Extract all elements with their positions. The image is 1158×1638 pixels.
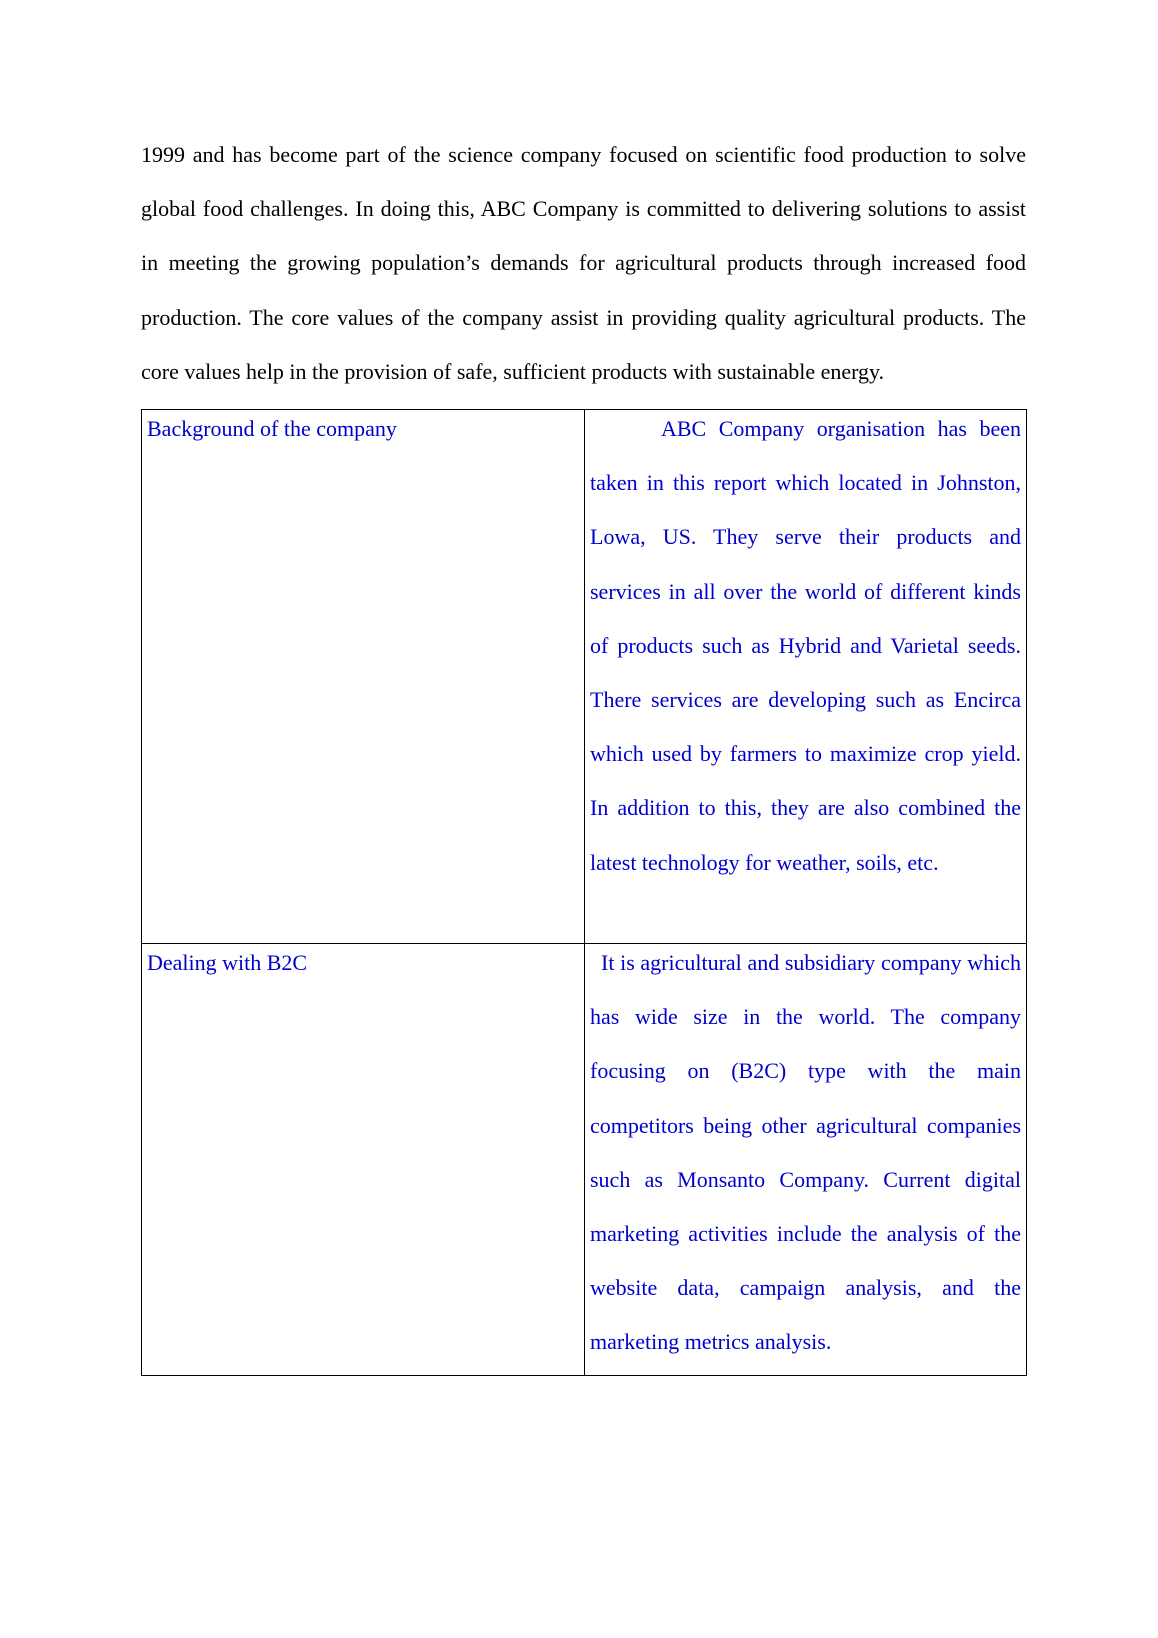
table-text-cell	[585, 410, 1027, 944]
table-row	[142, 944, 1027, 1376]
row-label-b2c: Dealing with B2C	[147, 950, 308, 976]
row-text-background: ABC Company organisation has been taken in this report which located in Johnston, Lowa, US. They serve their products and services in all over the world of different kinds of products such as Hybrid and Varietal seeds. There services are developing such as Encirca which used by farmers to maximize crop yield. In addition to this, they are also combined the latest technology for weather, soils, etc.	[590, 416, 1021, 875]
table-label-cell	[142, 410, 585, 944]
table-row	[142, 410, 1027, 944]
company-info-table	[141, 409, 1027, 1376]
table-text-cell	[585, 944, 1027, 1376]
row-text-b2c: It is agricultural and subsidiary company which has wide size in the world. The company focusing on (B2C) type with the main competitors being other agricultural companies such as Monsanto Company. Current digital marketing activities include the analysis of the website data, campaign analysis, and the marketing metrics analysis.	[590, 950, 1021, 1355]
document-page	[141, 128, 1026, 1376]
table-label-cell	[142, 944, 585, 1376]
intro-paragraph: 1999 and has become part of the science company focused on scientific food production to solve global food challenges. In doing this, ABC Company is committed to delivering solutions to assist in meeting the growing population’s demands for agricultural products through increased food production. The core values of the company assist in providing quality agricultural products. The core values help in the provision of safe, sufficient products with sustainable energy.	[141, 142, 1026, 384]
row-label-background: Background of the company	[147, 416, 397, 442]
